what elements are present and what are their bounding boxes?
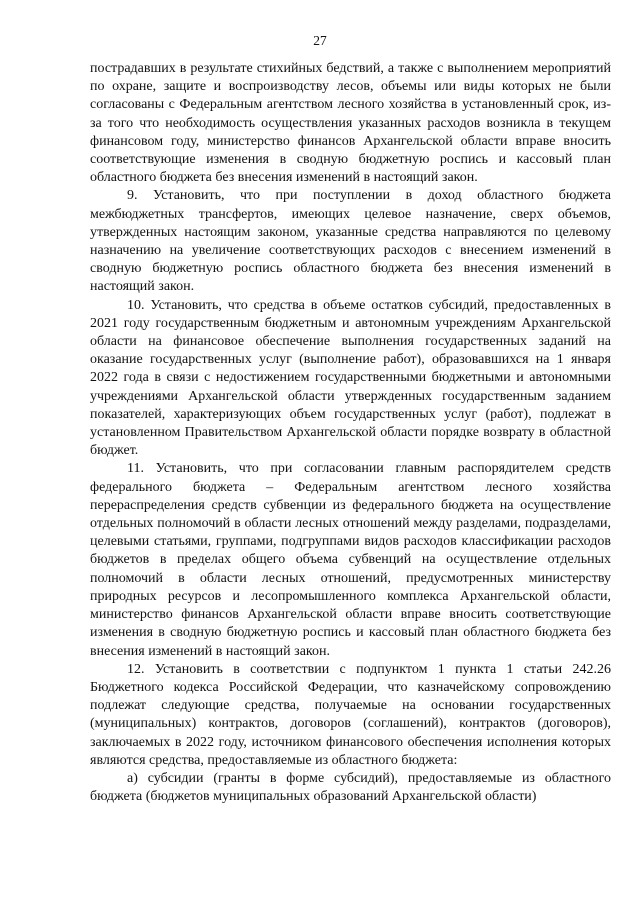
paragraph-12: 12. Установить в соответствии с подпунктом 1 пункта 1 статьи 242.26 Бюджетного кодекса Российской Федерации, что казначейскому сопровождению подлежат следующие средства, получаемые на основании государственных (муниципальных) контрактов, договоров (соглашений), контрактов (договоров), заключаемых в 2022 году, источником финансового обеспечения исполнения которых являются средства, предоставляемые из областного бюджета: bbox=[90, 661, 611, 768]
paragraph-11: 11. Установить, что при согласовании главным распорядителем средств федерального бюджета – Федеральным агентством лесного хозяйства перераспределения средств субвенции из федерального бюджета на осуществление отдельных полномочий в области лесных отношений между разделами, подразделами, целевыми статьями, группами, подгруппами видов расходов классификации расходов бюджетов в пределах общего объема субвенций на осуществление отдельных полномочий в области лесных отношений, предусмотренных министерству природных ресурсов и лесопромышленного комплекса Архангельской области, министерство финансов Архангельской области вправе вносить соответствующие изменения в сводную бюджетную роспись и кассовый план областного бюджета без внесения изменений в настоящий закон. bbox=[90, 461, 611, 659]
paragraph-9: 9. Установить, что при поступлении в доход областного бюджета межбюджетных трансфертов, имеющих целевое назначение, сверх объемов, утвержденных настоящим законом, указанные средства направляются по целевому назначению на увеличение соответствующих расходов с внесением изменений в сводную бюджетную роспись областного бюджета без внесения изменений в настоящий закон. bbox=[90, 188, 611, 295]
page-number: 27 bbox=[313, 33, 327, 48]
paragraph-10: 10. Установить, что средства в объеме остатков субсидий, предоставленных в 2021 году государственным бюджетным и автономным учреждениям Архангельской области на финансовое обеспечение выполнения государственных заданий на оказание государственных услуг (выполнение работ), образовавшихся на 1 января 2022 года в связи с недостижением государственными бюджетными и автономными учреждениями Архангельской области утвержденных государственным заданием показателей, характеризующих объем государственных услуг (работ), подлежат в установленном Правительством Архангельской области порядке возврату в областной бюджет. bbox=[90, 297, 611, 459]
document-body bbox=[90, 60, 611, 806]
paragraph-12-item-a: а) субсидии (гранты в форме субсидий), предоставляемые из областного бюджета (бюджетов муниципальных образований Архангельской области) bbox=[90, 770, 611, 805]
paragraph-continuation: пострадавших в результате стихийных бедствий, а также с выполнением мероприятий по охране, защите и воспроизводству лесов, объемы или виды которых не были согласованы с Федеральным агентством лесного хозяйства в установленный срок, из-за того что необходимость осуществления указанных расходов возникла в текущем финансовом году, министерство финансов Архангельской области вправе вносить соответствующие изменения в сводную бюджетную роспись и кассовый план областного бюджета без внесения изменений в настоящий закон. bbox=[90, 61, 611, 186]
